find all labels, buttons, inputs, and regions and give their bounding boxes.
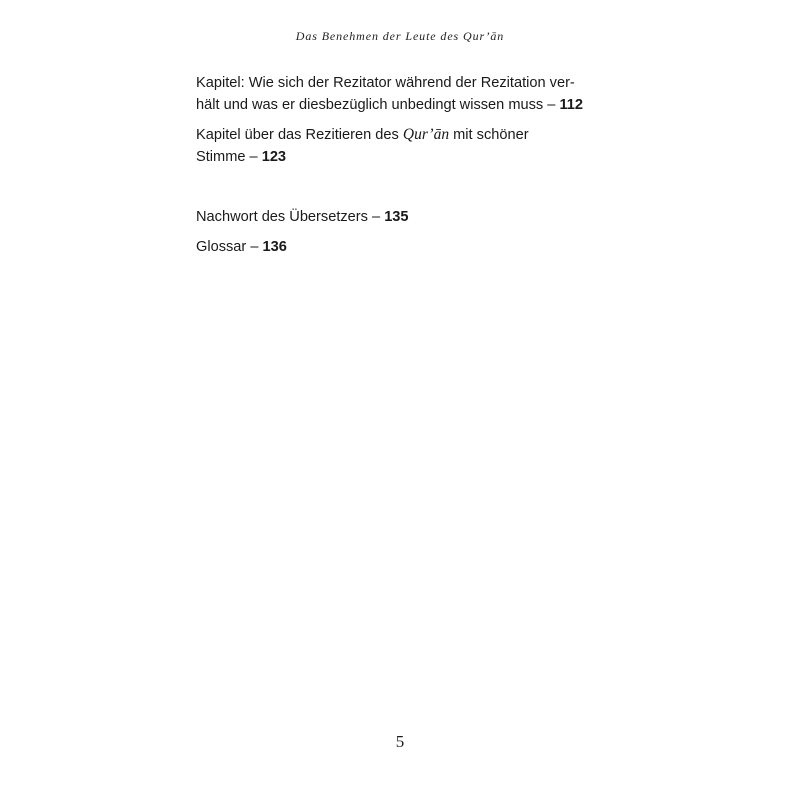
- page-number: 5: [395, 732, 405, 751]
- running-header: Das Benehmen der Leute des Qur’ān: [295, 29, 505, 43]
- toc-entry-title-line: [196, 146, 616, 168]
- toc-entry-title-text: hält und was er diesbezüglich unbedingt wissen muss: [196, 97, 544, 113]
- toc-separator: –: [367, 209, 385, 225]
- toc-page-number: 135: [384, 209, 409, 225]
- toc-entry-title-line: [196, 239, 287, 255]
- toc-entry-title-line: [196, 209, 409, 225]
- toc-entry-title-text: Nachwort des Übersetzers: [196, 209, 368, 225]
- toc-entry-title-text: mit schöner: [449, 127, 529, 143]
- toc-page-number: 123: [261, 149, 287, 165]
- toc-entry-title-line: [196, 124, 616, 146]
- toc-entry-title-text: Glossar: [196, 239, 247, 255]
- toc-entry-glossar: [196, 236, 616, 258]
- toc-separator: –: [543, 97, 560, 113]
- toc-entry-nachwort: [196, 206, 616, 228]
- toc-page-number: 136: [262, 239, 287, 255]
- toc-separator: –: [246, 239, 263, 255]
- toc-separator: –: [245, 149, 262, 165]
- table-of-contents: [196, 72, 616, 266]
- toc-entry-rezitieren-schoene-stimme: [196, 124, 616, 168]
- toc-entry-title-text: Stimme: [196, 149, 246, 165]
- toc-entry-italic-term: Qur’ān: [402, 126, 450, 143]
- toc-page-number: 112: [559, 97, 583, 113]
- toc-entry-rezitator-verhalten: [196, 72, 616, 116]
- toc-entry-title-text: Kapitel über das Rezitieren des: [196, 127, 403, 143]
- toc-entry-title-line: [196, 94, 616, 116]
- toc-entry-title-line: Kapitel: Wie sich der Rezitator während der Rezitation ver-: [196, 75, 575, 91]
